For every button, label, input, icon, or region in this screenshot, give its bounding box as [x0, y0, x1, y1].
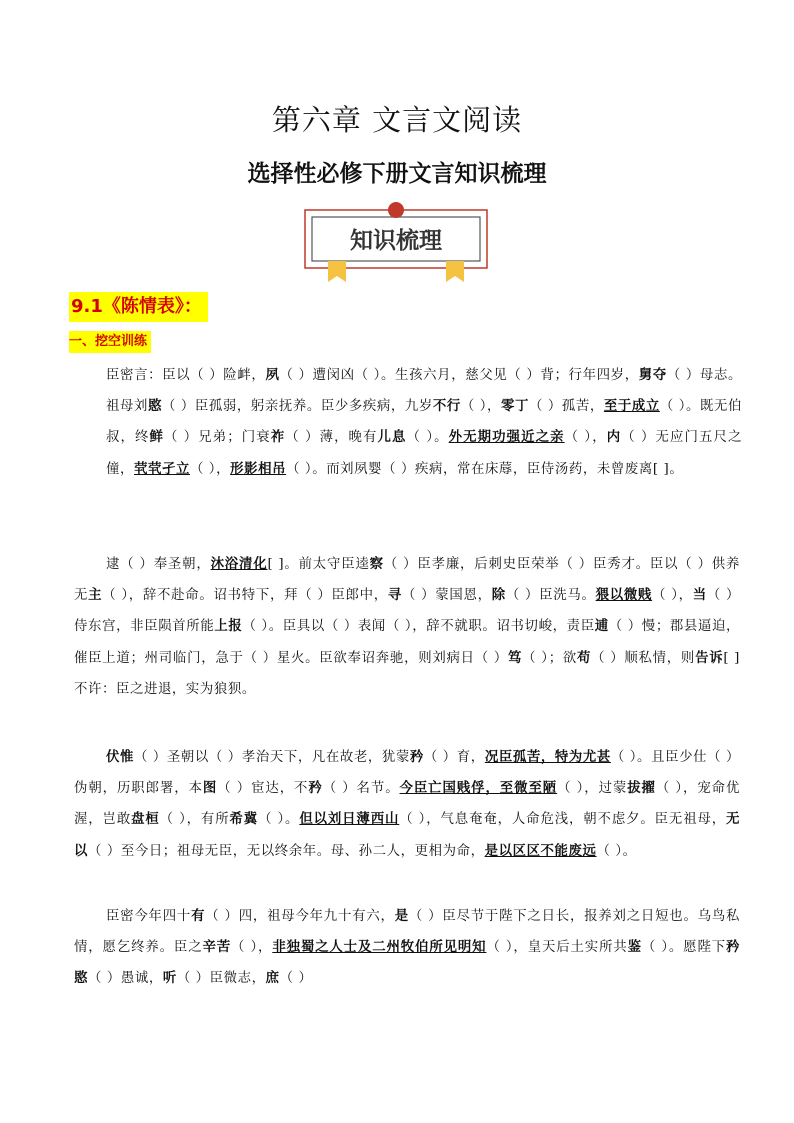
chapter-title: 第六章 文言文阅读	[271, 103, 523, 137]
right-ribbon-icon	[446, 261, 464, 282]
page-subtitle: 选择性必修下册文言知识梳理	[247, 161, 547, 187]
subsection-heading: 一、挖空训练	[69, 331, 151, 353]
badge-label: 知识梳理	[350, 228, 442, 254]
paragraph-4: 臣密今年四十有（ ）四，祖母今年九十有六，是（ ）臣尽节于陛下之日长，报养刘之日短也。乌鸟私情，愿乞终养。臣之辛苦（ ），非独蜀之人士及二州牧伯所见明知（ ），皇天后土实所共鉴（ ）。愿陛下矜愍（ ）愚诚，听（ ）臣微志，庶（ ）	[74, 908, 740, 987]
knowledge-badge	[302, 200, 490, 282]
paragraph-2: 逮（ ）奉圣朝，沐浴清化[ ]。前太守臣逵察（ ）臣孝廉，后刺史臣荣举（ ）臣秀才。臣以（ ）供养无主（ ），辞不赴命。诏书特下，拜（ ）臣郎中，寻（ ）蒙国恩，除（ ）臣洗马。猥以微贱（ ），当（ ）侍东宫，非臣陨首所能上报（ ）。臣具以（ ）表闻（ ），辞不就职。诏书切峻，责臣逋（ ）慢；郡县逼迫，催臣上道；州司临门，急于（ ）星火。臣欲奉诏奔驰，则刘病日（ ）笃（ ）；欲苟（ ）顺私情，则告诉[ ]不许：臣之进退，实为狼狈。	[74, 556, 741, 697]
badge-red-dot-icon	[388, 202, 404, 218]
paragraph-1: 臣密言：臣以（ ）险衅，夙（ ）遭闵凶（ ）。生孩六月，慈父见（ ）背；行年四岁，舅夺（ ）母志。祖母刘愍（ ）臣孤弱，躬亲抚养。臣少多疾病，九岁不行（ ），零丁（ ）孤苦，至于成立（ ）。既无伯叔，终鲜（ ）兄弟；门衰祚（ ）薄，晚有儿息（ ）。外无期功强近之亲（ ），内（ ）无应门五尺之僮，茕茕孑立（ ），形影相吊（ ）。而刘夙婴（ ）疾病，常在床蓐，臣侍汤药，未曾废离[ ]。	[106, 367, 742, 477]
left-ribbon-icon	[328, 261, 346, 282]
section-heading: 9.1《陈情表》：	[69, 292, 208, 322]
paragraph-3: 伏惟（ ）圣朝以（ ）孝治天下，凡在故老，犹蒙矜（ ）育，况臣孤苦，特为尤甚（ ）。且臣少仕（ ）伪朝，历职郎署，本图（ ）宦达，不矜（ ）名节。今臣亡国贱俘，至微至陋（ ），过蒙拔擢（ ），宠命优渥，岂敢盘桓（ ），有所希冀（ ）。但以刘日薄西山（ ），气息奄奄，人命危浅，朝不虑夕。臣无祖母，无以（ ）至今日；祖母无臣，无以终余年。母、孙二人，更相为命，是以区区不能废远（ ）。	[74, 749, 741, 859]
